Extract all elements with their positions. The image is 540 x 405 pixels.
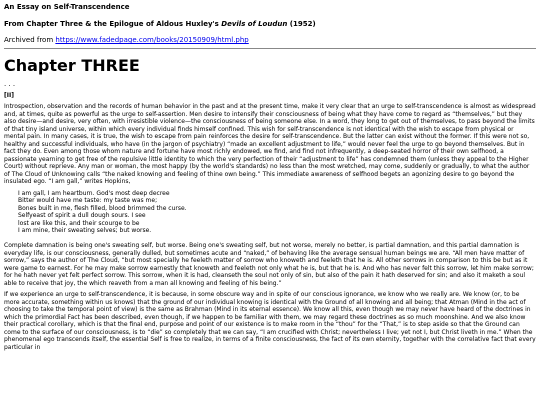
- poem-line: Bitter would have me taste: my taste was me;: [18, 197, 158, 205]
- ellipsis-separator: . . .: [4, 80, 16, 88]
- chapter-title: Chapter THREE: [4, 56, 140, 75]
- source-prefix: From Chapter Three & the Epilogue of Aldous Huxley's: [4, 20, 222, 28]
- divider: [4, 48, 536, 49]
- poem-line: I am gall, I am heartburn. God's most deep decree: [18, 189, 170, 197]
- paragraph-2: Complete damnation is being one's sweating self, but worse. Being one's sweating self, but not worse, merely no better, is partial damnation, and this partial damnation is everyday life, is our consciousness, generally dulled, but sometimes acute and “naked,” of behaving like the average sensual human beings we are. “All men have matter of sorrow,” says the author of The Cloud, “but most specially he feeleth matter of sorrow who knoweth and feeleth that he is. All other sorrows in comparison to this be but as it were game to earnest. For he may make sorrow earnestly that knoweth and feeleth not only what he is, but that he is. And who has never felt this sorrow, let him make sorrow; for he hath never yet felt perfect sorrow. This sorrow, when it is had, cleanseth the soul not only of sin, but also of the pain it hath deserved for sin; and also it maketh a soul able to receive that joy, the which reaveth from a man all knowing and feeling of his being.”: [4, 242, 534, 287]
- source-suffix: (1952): [287, 20, 316, 28]
- archived-label: Archived from: [4, 36, 56, 44]
- section-marker: [II]: [4, 92, 14, 99]
- book-title: Devils of Loudun: [221, 20, 288, 28]
- poem-line: Selfyeast of spirit a dull dough sours. I see: [18, 212, 146, 220]
- poem-line: Bones built in me, flesh filled, blood brimmed the curse.: [18, 204, 187, 212]
- poem-line: I am mine, their sweating selves; but worse.: [18, 227, 152, 235]
- poem-line: lost are like this, and their scourge to be: [18, 219, 140, 227]
- paragraph-1: Introspection, observation and the records of human behavior in the past and at the present time, make it very clear that an urge to self-transcendence is almost as widespread and, at times, quite as powerful as the urge to self-assertion. Men desire to intensify their consciousness of being what they have come to regard as “themselves,” but they also desire—and desire, very often, with irresistible violence—the consciousness of being someone else. In a word, they long to get out of themselves, to pass beyond the limits of that tiny island universe, within which every individual finds himself confined. This wish for self-transcendence is not identical with the wish to escape from physical or mental pain. In many cases, it is true, the wish to escape from pain reinforces the desire for self-transcendence. But the latter can exist without the former. If this were not so, healthy and successful individuals, who have (in the jargon of psychiatry) “made an excellent adjustment to life,” would never feel the urge to go beyond themselves. But in fact they do. Even among those whom nature and fortune have most richly endowed, we find, and find not infrequently, a deep-seated horror of their own selfhood, a passionate yearning to get free of the repulsive little identity to which the very perfection of their “adjustment to life” has condemned them (unless they appeal to the Higher Court) without reprieve. Any man or woman, the most happy (by the world's standards) no less than the most wretched, may come, suddenly or gradually, to what the author of The Cloud of Unknowing calls “the naked knowing and feeling of thine own being.” This immediate awareness of selfhood begets an agonizing desire to go beyond the insulated ego. “I am gall,” writes Hopkins,: [4, 103, 536, 185]
- paragraph-3: If we experience an urge to self-transcendence, it is because, in some obscure way and in spite of our conscious ignorance, we know who we really are. We know (or, to be more accurate, something within us knows) that the ground of our individual knowing is identical with the Ground of all knowing and all being; that Atman (Mind in the act of choosing to take the temporal point of view) is the same as Brahman (Mind in its eternal essence). We know all this, even though we may never have heard of the doctrines in which the primordial Fact has been described, even though, if we happen to be familiar with them, we may regard these doctrines as so much moonshine. And we also know their practical corollary, which is that the final end, purpose and point of our existence is to make room in the “thou” for the “That,” is to step aside so that the Ground can come to the surface of our consciousness, is to “die” so completely that we can say, “I am crucified with Christ; nevertheless I live; yet not I, but Christ liveth in me.” When the phenomenal ego transcends itself, the essential Self is free to realize, in terms of a finite consciousness, the fact of its own eternity, together with the correlative fact that every particular in: [4, 291, 536, 351]
- archive-link[interactable]: https://www.fadedpage.com/books/20150909/html.php: [55, 36, 249, 44]
- essay-title: An Essay on Self-Transcendence: [4, 3, 130, 11]
- source-line: [4, 20, 536, 28]
- poem-block: [18, 190, 536, 236]
- archived-line: [4, 36, 536, 44]
